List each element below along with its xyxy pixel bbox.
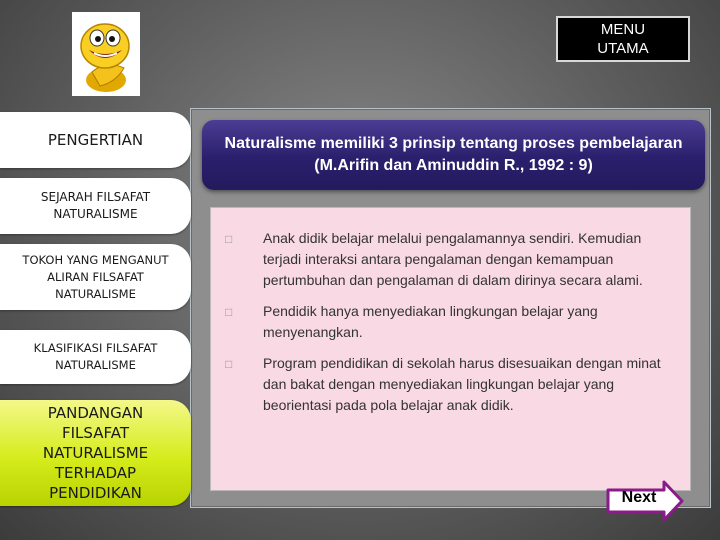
list-item	[225, 301, 683, 343]
menu-utama-button[interactable]	[556, 16, 690, 62]
sidebar-item-klasifikasi[interactable]	[0, 330, 191, 384]
bullet-box-icon: □	[225, 305, 233, 319]
list-item	[225, 228, 683, 291]
list-item	[225, 353, 683, 416]
list-item-text: Pendidik hanya menyediakan lingkungan belajar yang menyenangkan.	[263, 303, 598, 340]
menu-utama-label: MENU UTAMA	[597, 21, 649, 57]
sidebar-item-label: TOKOH YANG MENGANUT ALIRAN FILSAFAT NATURALISME	[22, 252, 169, 301]
list-item-text: Program pendidikan di sekolah harus disesuaikan dengan minat dan bakat dengan menyediakan lingkungan belajar yang beorientasi pada pola belajar anak didik.	[263, 355, 661, 413]
sidebar-item-pengertian[interactable]	[0, 112, 191, 168]
smiley-mascot-icon	[72, 12, 140, 96]
next-label: Next	[621, 489, 657, 506]
content-heading-text: Naturalisme memiliki 3 prinsip tentang proses pembelajaran (M.Arifin dan Aminuddin R., 1992 : 9)	[224, 135, 683, 174]
sidebar-item-sejarah[interactable]	[0, 178, 191, 234]
sidebar-item-label: KLASIFIKASI FILSAFAT NATURALISME	[33, 341, 158, 372]
next-button[interactable]	[606, 480, 684, 522]
bullet-box-icon: □	[225, 232, 233, 246]
list-item-text: Anak didik belajar melalui pengalamannya sendiri. Kemudian terjadi interaksi antara pengalaman dengan kemampuan pertumbuhan dan pengalaman di dalam dirinya secara alami.	[263, 230, 643, 288]
principle-list	[225, 228, 683, 426]
sidebar-item-label: PENGERTIAN	[47, 131, 144, 149]
mascot-logo	[72, 12, 140, 96]
sidebar-item-label: PANDANGAN FILSAFAT NATURALISME TERHADAP PENDIDIKAN	[42, 404, 149, 502]
content-panel	[210, 207, 691, 491]
sidebar-item-tokoh[interactable]	[0, 244, 191, 310]
sidebar-item-pandangan[interactable]	[0, 400, 191, 506]
content-heading	[202, 120, 705, 190]
bullet-box-icon: □	[225, 357, 233, 371]
sidebar-item-label: SEJARAH FILSAFAT NATURALISME	[40, 190, 151, 221]
